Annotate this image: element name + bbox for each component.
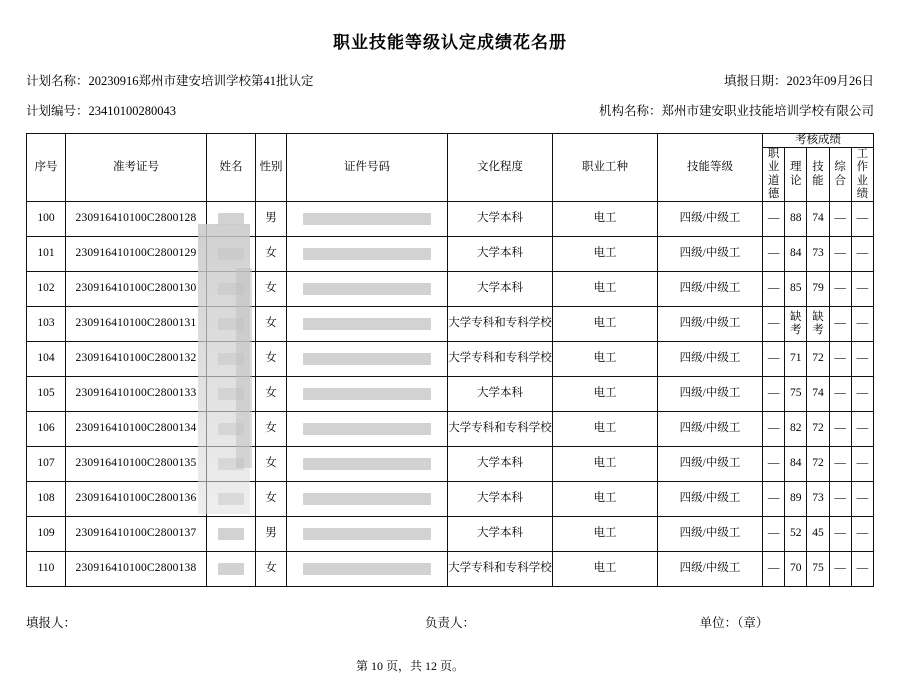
- cell-level: 四级/中级工: [658, 272, 763, 307]
- cell-ethics: —: [763, 377, 785, 412]
- header-id-number: 证件号码: [287, 134, 448, 202]
- cell-skill: 75: [807, 552, 829, 587]
- cell-seq: 107: [27, 447, 66, 482]
- table-row: [27, 482, 874, 517]
- fill-date: [724, 71, 874, 89]
- cell-theory: 84: [785, 237, 807, 272]
- unit-seal-label: 单位：（章）: [699, 616, 769, 631]
- header-ticket: 准考证号: [66, 134, 207, 202]
- cell-gender: 女: [256, 447, 287, 482]
- cell-ticket: 230916410100C2800133: [66, 377, 207, 412]
- cell-level: 四级/中级工: [658, 237, 763, 272]
- cell-occupation: 电工: [553, 412, 658, 447]
- cell-education: 大学本科: [448, 482, 553, 517]
- cell-theory: 89: [785, 482, 807, 517]
- table-row: [27, 202, 874, 237]
- cell-occupation: 电工: [553, 517, 658, 552]
- cell-performance: —: [851, 237, 873, 272]
- cell-education: 大学本科: [448, 202, 553, 237]
- header-occupation: 职业工种: [553, 134, 658, 202]
- cell-ticket: 230916410100C2800138: [66, 552, 207, 587]
- cell-gender: 女: [256, 552, 287, 587]
- cell-gender: 女: [256, 377, 287, 412]
- cell-skill: 73: [807, 482, 829, 517]
- organization-label: 机构名称：: [598, 104, 662, 118]
- table-row: [27, 342, 874, 377]
- cell-comprehensive: —: [829, 412, 851, 447]
- cell-occupation: 电工: [553, 552, 658, 587]
- cell-name: [207, 377, 256, 412]
- cell-gender: 女: [256, 237, 287, 272]
- cell-seq: 100: [27, 202, 66, 237]
- cell-performance: —: [851, 552, 873, 587]
- cell-name: [207, 482, 256, 517]
- cell-gender: 女: [256, 272, 287, 307]
- cell-skill: 72: [807, 447, 829, 482]
- cell-ticket: 230916410100C2800129: [66, 237, 207, 272]
- redaction-block: [303, 458, 431, 470]
- cell-level: 四级/中级工: [658, 307, 763, 342]
- cell-seq: 108: [27, 482, 66, 517]
- header-gender-text: 性别: [259, 160, 283, 173]
- cell-seq: 110: [27, 552, 66, 587]
- table-row: [27, 412, 874, 447]
- cell-ticket: 230916410100C2800131: [66, 307, 207, 342]
- cell-occupation: 电工: [553, 307, 658, 342]
- cell-level: 四级/中级工: [658, 412, 763, 447]
- cell-ticket: 230916410100C2800137: [66, 517, 207, 552]
- cell-skill: 缺考: [807, 307, 829, 342]
- redaction-block: [218, 318, 244, 330]
- cell-id-number: [287, 307, 448, 342]
- cell-id-number: [287, 447, 448, 482]
- cell-occupation: 电工: [553, 377, 658, 412]
- reporter-label: 填报人：: [26, 616, 77, 631]
- cell-id-number: [287, 412, 448, 447]
- cell-occupation: 电工: [553, 272, 658, 307]
- cell-seq: 106: [27, 412, 66, 447]
- cell-ethics: —: [763, 412, 785, 447]
- cell-education: 大学本科: [448, 237, 553, 272]
- cell-performance: —: [851, 272, 873, 307]
- header-name: 姓名: [207, 134, 256, 202]
- cell-id-number: [287, 552, 448, 587]
- cell-seq: 103: [27, 307, 66, 342]
- cell-ethics: —: [763, 342, 785, 377]
- cell-gender: 女: [256, 482, 287, 517]
- redaction-block: [218, 213, 244, 225]
- cell-ethics: —: [763, 272, 785, 307]
- cell-skill: 74: [807, 377, 829, 412]
- cell-skill: 45: [807, 517, 829, 552]
- header-theory: 理论: [785, 148, 807, 202]
- cell-ticket: 230916410100C2800130: [66, 272, 207, 307]
- table-header: [27, 134, 874, 202]
- cell-theory: 85: [785, 272, 807, 307]
- cell-performance: —: [851, 482, 873, 517]
- cell-ticket: 230916410100C2800132: [66, 342, 207, 377]
- cell-id-number: [287, 377, 448, 412]
- redaction-block: [303, 248, 431, 260]
- cell-comprehensive: —: [829, 552, 851, 587]
- roster-table: [26, 133, 874, 587]
- redaction-block: [303, 493, 431, 505]
- redaction-block: [303, 353, 431, 365]
- cell-occupation: 电工: [553, 447, 658, 482]
- cell-comprehensive: —: [829, 202, 851, 237]
- document-page: [0, 28, 900, 674]
- cell-education: 大学专科和专科学校: [448, 552, 553, 587]
- header-seq: 序号: [27, 134, 66, 202]
- cell-level: 四级/中级工: [658, 202, 763, 237]
- cell-ticket: 230916410100C2800135: [66, 447, 207, 482]
- cell-name: [207, 412, 256, 447]
- cell-seq: 105: [27, 377, 66, 412]
- header-skill: 技能: [807, 148, 829, 202]
- redaction-block: [218, 528, 244, 540]
- cell-theory: 75: [785, 377, 807, 412]
- cell-comprehensive: —: [829, 482, 851, 517]
- cell-occupation: 电工: [553, 237, 658, 272]
- cell-comprehensive: —: [829, 307, 851, 342]
- cell-performance: —: [851, 447, 873, 482]
- cell-gender: 男: [256, 517, 287, 552]
- cell-id-number: [287, 517, 448, 552]
- table-row: [27, 377, 874, 412]
- redaction-block: [218, 563, 244, 575]
- cell-ticket: 230916410100C2800134: [66, 412, 207, 447]
- redaction-block: [303, 213, 431, 225]
- cell-ticket: 230916410100C2800136: [66, 482, 207, 517]
- cell-performance: —: [851, 412, 873, 447]
- cell-name: [207, 517, 256, 552]
- plan-number-label: 计划编号：: [26, 104, 89, 118]
- table-row: [27, 272, 874, 307]
- cell-education: 大学本科: [448, 517, 553, 552]
- header-ethics: 职业道德: [763, 148, 785, 202]
- cell-occupation: 电工: [553, 342, 658, 377]
- cell-ethics: —: [763, 202, 785, 237]
- cell-seq: 109: [27, 517, 66, 552]
- cell-id-number: [287, 202, 448, 237]
- cell-level: 四级/中级工: [658, 482, 763, 517]
- cell-comprehensive: —: [829, 272, 851, 307]
- header-education: 文化程度: [448, 134, 553, 202]
- cell-name: [207, 552, 256, 587]
- redaction-block: [218, 283, 244, 295]
- plan-name-label: 计划名称：: [26, 74, 89, 88]
- pagination: 第 10 页，共 12 页。: [355, 659, 464, 674]
- cell-education: 大学本科: [448, 447, 553, 482]
- redaction-block: [218, 493, 244, 505]
- cell-ethics: —: [763, 447, 785, 482]
- cell-level: 四级/中级工: [658, 447, 763, 482]
- cell-name: [207, 237, 256, 272]
- table-row: [27, 237, 874, 272]
- redaction-block: [303, 388, 431, 400]
- cell-occupation: 电工: [553, 482, 658, 517]
- redaction-block: [303, 283, 431, 295]
- cell-ethics: —: [763, 237, 785, 272]
- header-gender: [256, 134, 287, 202]
- cell-ticket: 230916410100C2800128: [66, 202, 207, 237]
- cell-ethics: —: [763, 517, 785, 552]
- cell-theory: 84: [785, 447, 807, 482]
- cell-ethics: —: [763, 552, 785, 587]
- organization-value: 郑州市建安职业技能培训学校有限公司: [661, 104, 874, 118]
- header-comprehensive: 综合: [829, 148, 851, 202]
- redaction-block: [303, 423, 431, 435]
- cell-comprehensive: —: [829, 342, 851, 377]
- cell-theory: 82: [785, 412, 807, 447]
- cell-performance: —: [851, 307, 873, 342]
- redaction-block: [218, 353, 244, 365]
- cell-theory: 52: [785, 517, 807, 552]
- cell-gender: 女: [256, 307, 287, 342]
- cell-ethics: —: [763, 307, 785, 342]
- redaction-block: [218, 458, 244, 470]
- plan-name: [26, 71, 314, 89]
- fill-date-value: 2023年09月26日: [786, 74, 874, 88]
- cell-level: 四级/中级工: [658, 377, 763, 412]
- cell-gender: 女: [256, 412, 287, 447]
- cell-seq: 102: [27, 272, 66, 307]
- cell-occupation: 电工: [553, 202, 658, 237]
- cell-performance: —: [851, 342, 873, 377]
- cell-skill: 79: [807, 272, 829, 307]
- redaction-block: [303, 318, 431, 330]
- meta-row-org: [0, 101, 900, 119]
- cell-theory: 缺考: [785, 307, 807, 342]
- redaction-block: [303, 563, 431, 575]
- cell-theory: 70: [785, 552, 807, 587]
- cell-education: 大学专科和专科学校: [448, 412, 553, 447]
- meta-row-plan: [0, 71, 900, 89]
- table-row: [27, 517, 874, 552]
- cell-performance: —: [851, 202, 873, 237]
- redaction-block: [218, 388, 244, 400]
- cell-skill: 74: [807, 202, 829, 237]
- cell-education: 大学本科: [448, 272, 553, 307]
- header-level: 技能等级: [658, 134, 763, 202]
- cell-gender: 男: [256, 202, 287, 237]
- table-row: [27, 447, 874, 482]
- cell-comprehensive: —: [829, 377, 851, 412]
- cell-ethics: —: [763, 482, 785, 517]
- redaction-block: [218, 248, 244, 260]
- cell-theory: 88: [785, 202, 807, 237]
- cell-level: 四级/中级工: [658, 552, 763, 587]
- organization-name: [599, 101, 874, 119]
- cell-skill: 72: [807, 412, 829, 447]
- cell-level: 四级/中级工: [658, 342, 763, 377]
- redaction-block: [303, 528, 431, 540]
- table-row: [27, 552, 874, 587]
- cell-performance: —: [851, 517, 873, 552]
- cell-comprehensive: —: [829, 447, 851, 482]
- cell-seq: 101: [27, 237, 66, 272]
- header-performance: 工作业绩: [851, 148, 873, 202]
- redaction-block: [218, 423, 244, 435]
- table-row: [27, 307, 874, 342]
- plan-number-value: 23410100280043: [88, 104, 177, 118]
- cell-theory: 71: [785, 342, 807, 377]
- cell-name: [207, 342, 256, 377]
- cell-education: 大学专科和专科学校: [448, 307, 553, 342]
- cell-level: 四级/中级工: [658, 517, 763, 552]
- signature-row: [0, 613, 900, 631]
- cell-education: 大学本科: [448, 377, 553, 412]
- cell-name: [207, 307, 256, 342]
- cell-comprehensive: —: [829, 237, 851, 272]
- table-body: [27, 202, 874, 587]
- cell-seq: 104: [27, 342, 66, 377]
- cell-id-number: [287, 237, 448, 272]
- cell-name: [207, 202, 256, 237]
- responsible-label: 负责人：: [424, 616, 475, 631]
- table-header-row-1: [27, 134, 874, 148]
- cell-skill: 72: [807, 342, 829, 377]
- fill-date-label: 填报日期：: [723, 74, 787, 88]
- page-title: 职业技能等级认定成绩花名册: [333, 33, 567, 52]
- plan-number: [26, 101, 176, 119]
- cell-skill: 73: [807, 237, 829, 272]
- cell-id-number: [287, 342, 448, 377]
- cell-gender: 女: [256, 342, 287, 377]
- cell-name: [207, 447, 256, 482]
- cell-name: [207, 272, 256, 307]
- cell-id-number: [287, 482, 448, 517]
- header-scores-group: 考核成绩: [763, 134, 874, 148]
- cell-education: 大学专科和专科学校: [448, 342, 553, 377]
- plan-name-value: 20230916郑州市建安培训学校第41批认定: [88, 74, 314, 88]
- cell-performance: —: [851, 377, 873, 412]
- cell-comprehensive: —: [829, 517, 851, 552]
- cell-id-number: [287, 272, 448, 307]
